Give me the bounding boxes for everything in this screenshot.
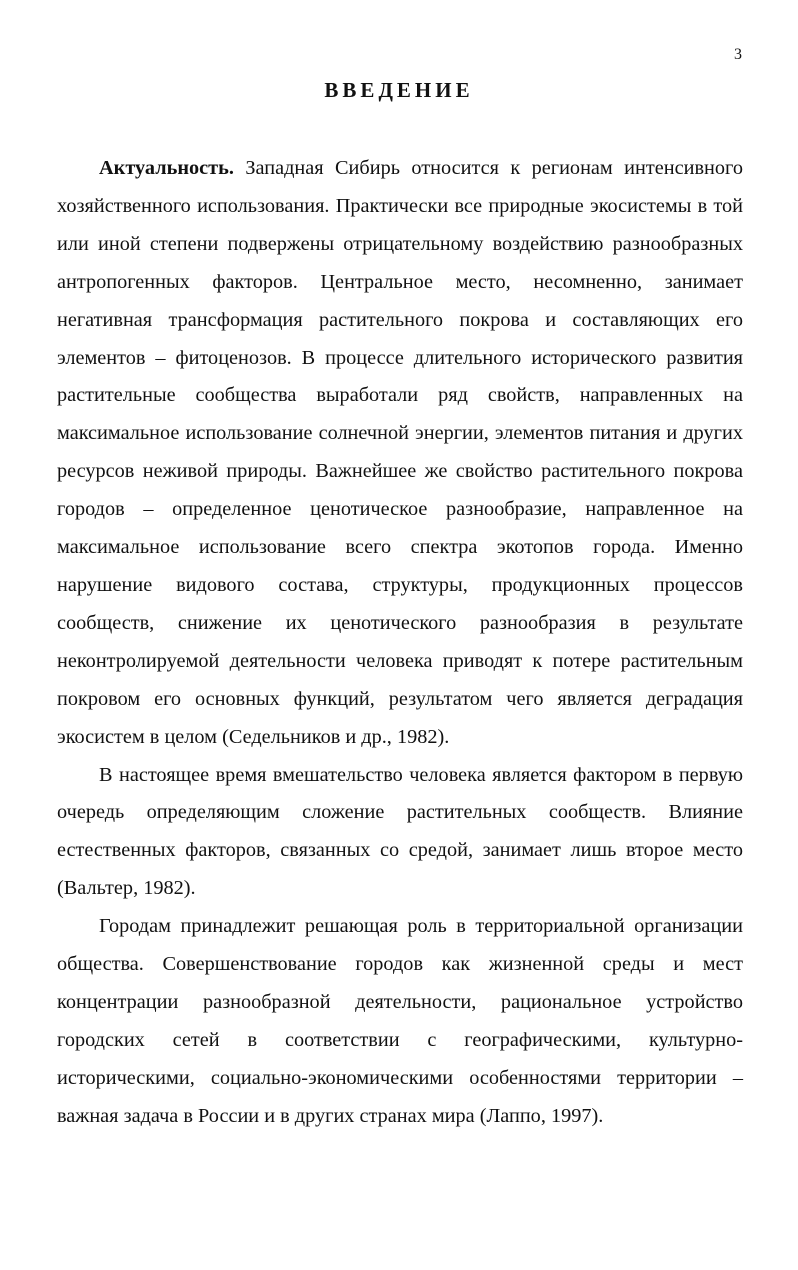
document-body — [57, 150, 743, 1136]
page-number: 3 — [734, 46, 742, 63]
paragraph-human-impact — [57, 757, 743, 909]
paragraph-text: Городам принадлежит решающая роль в территориальной организации общества. Совершенствование городов как жизненной среды и мест концентрации разнообразной деятельности, рациональное устройство городских сетей в соответствии с географическими, культурно-историческими, социально-экономическими особенностями территории – важная задача в России и в других странах мира (Лаппо, 1997). — [57, 915, 743, 1127]
page-title: ВВЕДЕНИЕ — [324, 78, 474, 102]
paragraph-text: В настоящее время вмешательство человека является фактором в первую очередь определяющим сложение растительных сообществ. Влияние естественных факторов, связанных со средой, занимает лишь второе место (Вальтер, 1982). — [57, 763, 743, 900]
paragraph-relevance — [57, 150, 743, 757]
paragraph-text: Западная Сибирь относится к регионам интенсивного хозяйственного использования. Практически все природные экосистемы в той или иной степени подвержены отрицательному воздействию разнообразных антропогенных факторов. Центральное место, несомненно, занимает негативная трансформация растительного покрова и составляющих его элементов – фитоценозов. В процессе длительного исторического развития растительные сообщества выработали ряд свойств, направленных на максимальное использование солнечной энергии, элементов питания и других ресурсов неживой природы. Важнейшее же свойство растительного покрова городов – определенное ценотическое разнообразие, направленное на максимальное использование всего спектра экотопов города. Именно нарушение видового состава, структуры, продукционных процессов сообществ, снижение их ценотического разнообразия в результате неконтролируемой деятельности человека приводят к потере растительным покровом его основных функций, результатом чего является деградация экосистем в целом (Седельников и др., 1982). — [57, 157, 743, 748]
lead-term: Актуальность. — [99, 157, 234, 179]
paragraph-cities-role — [57, 908, 743, 1135]
